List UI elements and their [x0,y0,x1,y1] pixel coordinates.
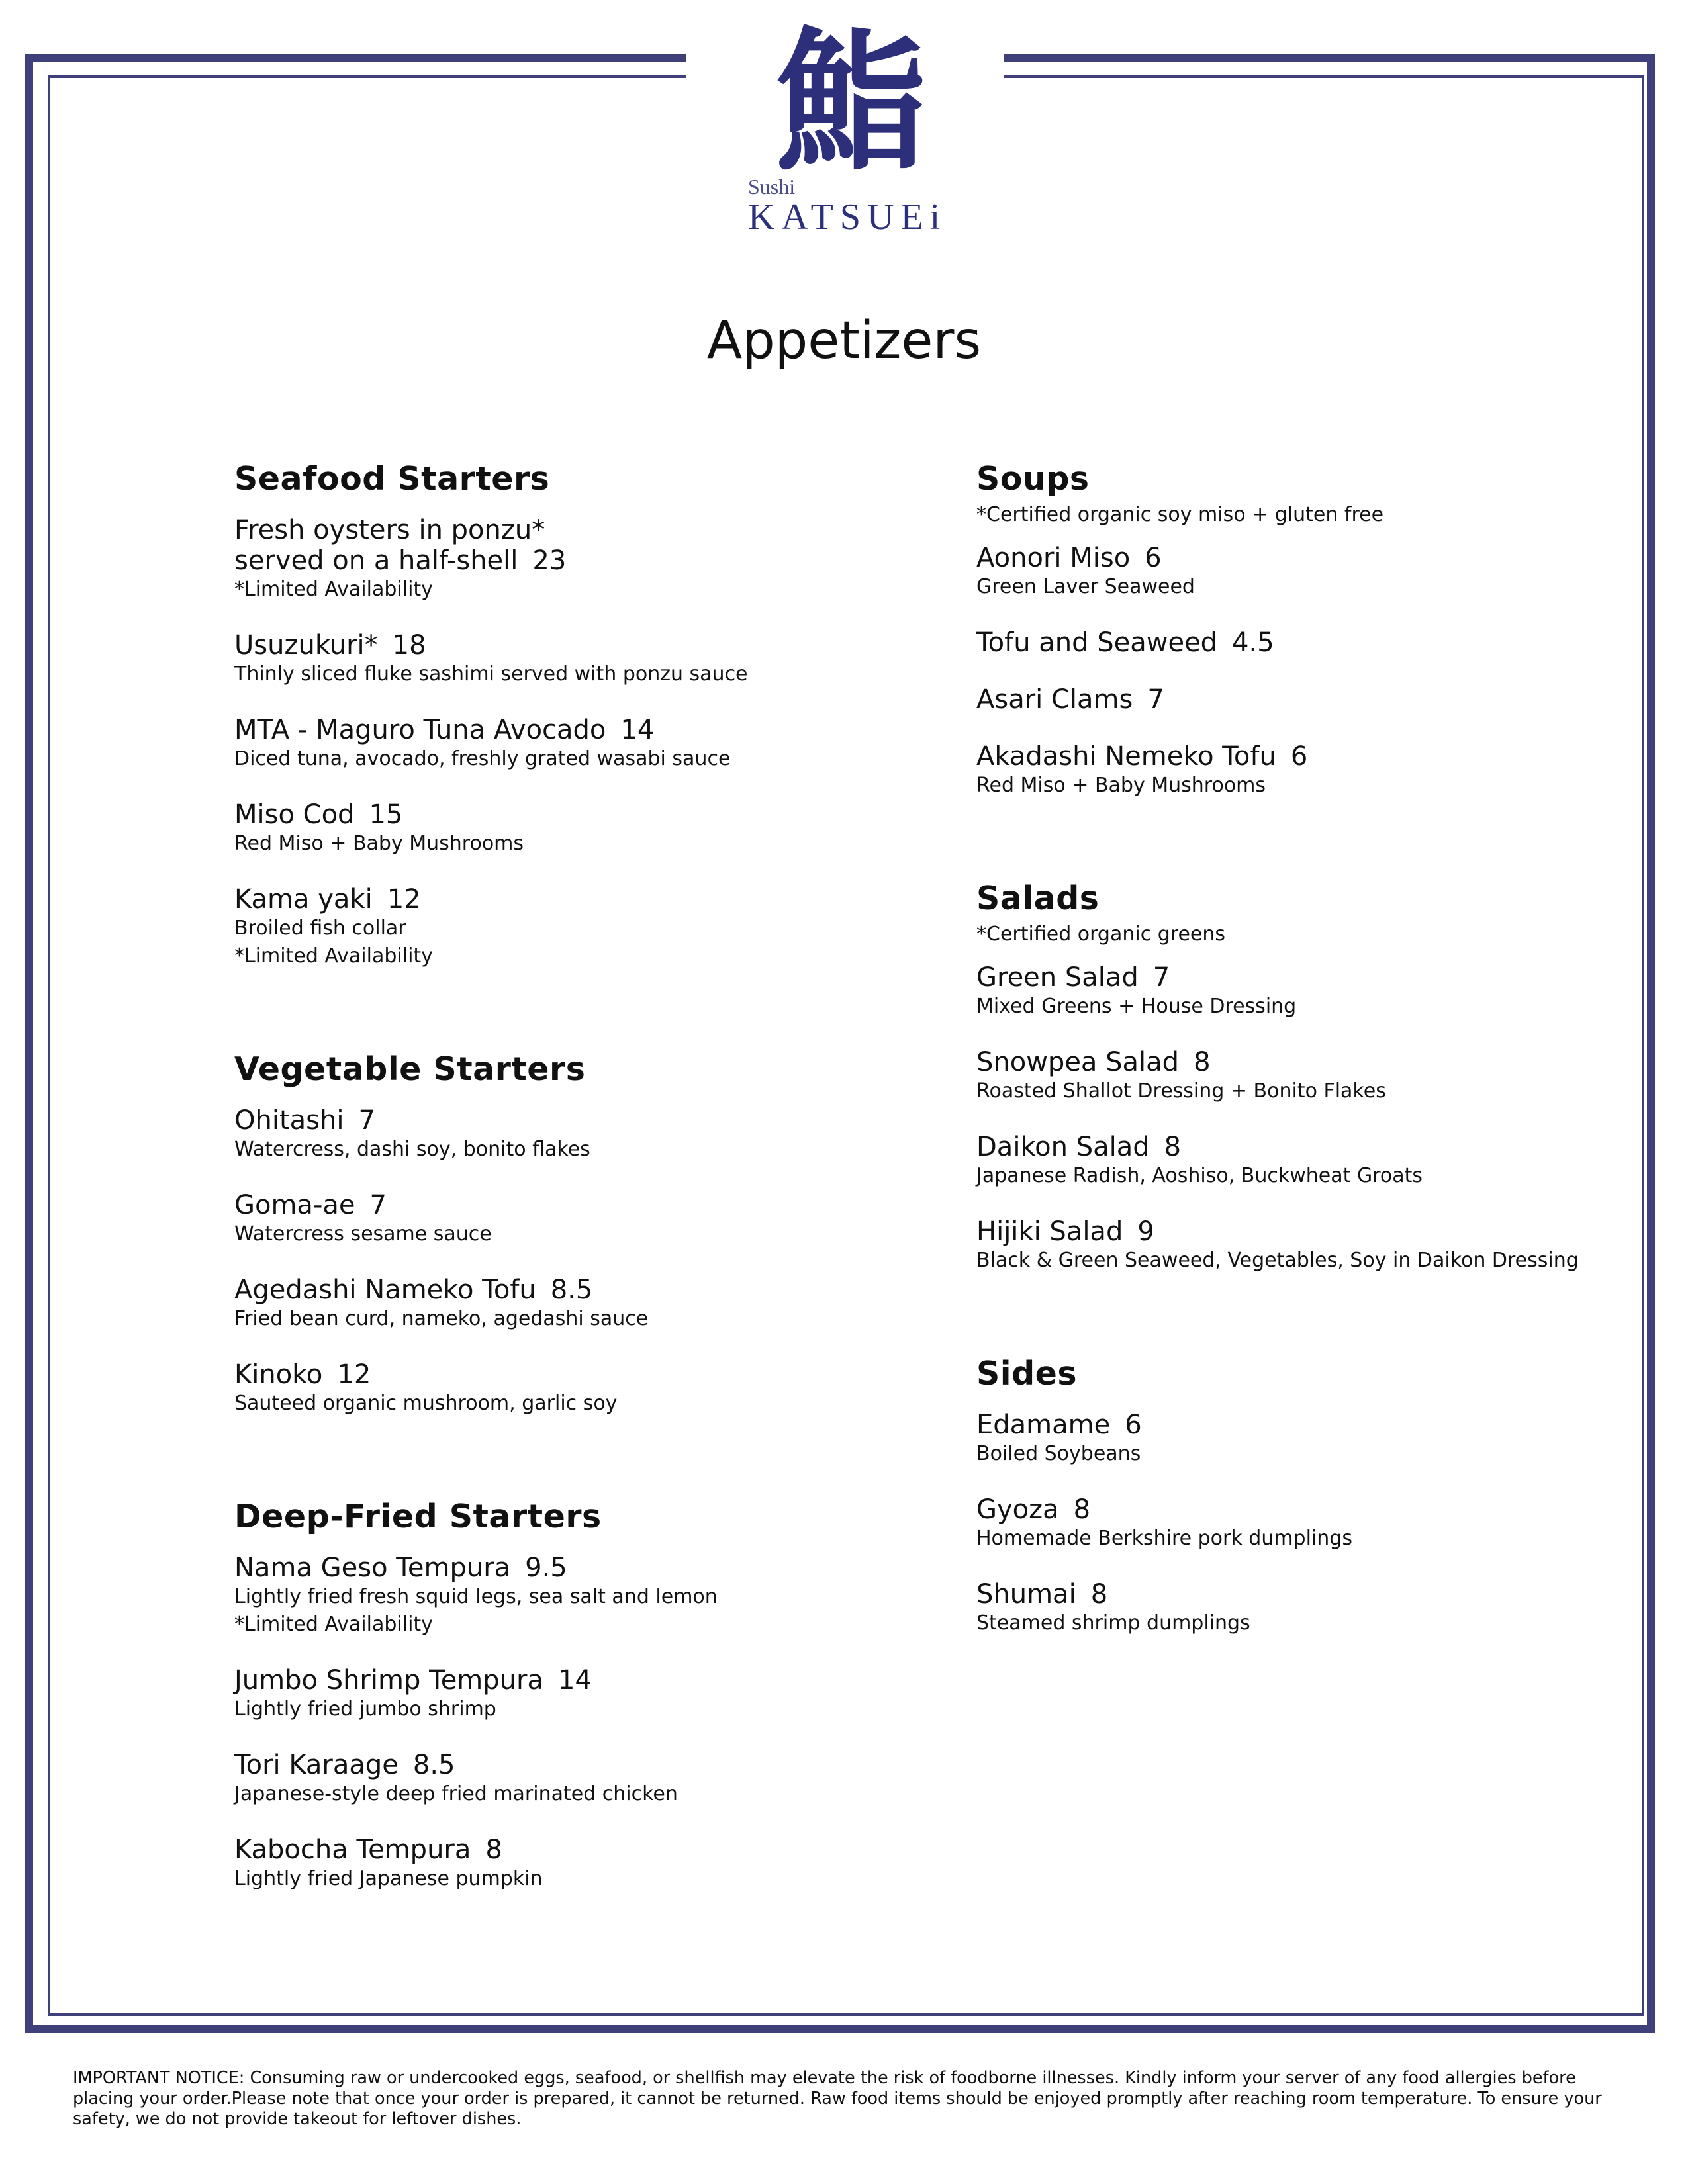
menu-item-heading [976,741,1638,772]
menu-item-heading [234,515,936,576]
menu-item-heading [976,1132,1638,1162]
menu-item-price: 8.5 [550,1275,593,1305]
menu-item [976,1216,1638,1275]
restaurant-logo [735,13,960,238]
menu-item [976,1047,1638,1105]
menu-item-description: Red Miso + Baby Mushrooms [234,832,524,855]
menu-item-heading [234,884,936,915]
menu-section [234,457,936,970]
menu-item-price: 15 [369,799,403,830]
section-note: *Certified organic soy miso + gluten free [976,503,1384,526]
menu-item-price: 4.5 [1232,627,1274,658]
section-note: *Certified organic greens [976,923,1226,946]
menu-item-price: 6 [1290,741,1308,772]
menu-item-heading [976,962,1638,993]
menu-item-description: Watercress sesame sauce [234,1222,492,1246]
menu-item-name: Jumbo Shrimp Tempura [234,1665,543,1696]
right-menu-column [976,457,1638,1714]
menu-item-description: Sauteed organic mushroom, garlic soy [234,1392,618,1415]
menu-item-price: 8 [1164,1132,1182,1162]
menu-item [976,1579,1638,1637]
menu-item-name: Asari Clams [976,684,1133,715]
menu-item-price: 18 [392,630,426,660]
menu-item-description: Watercress, dashi soy, bonito flakes [234,1138,590,1161]
menu-item-heading [234,1665,936,1696]
menu-item-price: 8 [1194,1047,1211,1077]
menu-item-description: Lightly fried fresh squid legs, sea salt and lemon [234,1585,718,1608]
menu-item [234,630,936,688]
logo-restaurant-name: KATSUEi [748,197,947,238]
section-title: Sides [976,1355,1078,1392]
left-menu-column [234,457,936,1970]
menu-item [234,1359,936,1418]
menu-item-description: Homemade Berkshire pork dumplings [976,1527,1352,1550]
notice-text: Consuming raw or undercooked eggs, seafood, or shellfish may elevate the risk of foodborne illnesses. Kindly inform your server of any food allergies before placing your order.Please note that once your order is prepared, it cannot be returned. Raw food items should be enjoyed promptly after reaching room temperature. To ensure your safety, we do not provide takeout for leftover dishes. [73,2068,1602,2129]
menu-item-name: Akadashi Nemeko Tofu [976,741,1276,772]
menu-section [976,457,1638,799]
menu-item-name: Fresh oysters in ponzu* served on a half-shell [234,515,545,576]
menu-item-price: 7 [369,1190,387,1220]
menu-item-name: Kama yaki [234,884,373,915]
menu-item-description: *Limited Availability [234,578,433,601]
menu-item-name: Hijiki Salad [976,1216,1123,1247]
menu-item-heading [976,1047,1638,1077]
section-title: Salads [976,880,1100,917]
menu-item-heading [234,1105,936,1136]
menu-item-name: Nama Geso Tempura [234,1553,511,1583]
section-title: Vegetable Starters [234,1050,586,1088]
menu-item-heading [976,1494,1638,1525]
menu-item-name: Tori Karaage [234,1750,399,1780]
menu-item-name: Usuzukuri* [234,630,378,660]
menu-item-name: Miso Cod [234,799,355,830]
menu-item-description: Japanese-style deep fried marinated chicken [234,1782,678,1805]
menu-item [234,1190,936,1248]
menu-item [234,884,936,970]
menu-item [976,627,1638,658]
menu-item [976,1410,1638,1468]
menu-item-heading [234,1359,936,1390]
menu-item [976,1132,1638,1190]
menu-item-price: 23 [532,545,567,576]
notice-label: IMPORTANT NOTICE: [73,2068,245,2088]
menu-item-price: 8 [1073,1494,1091,1525]
menu-section [976,876,1638,1275]
section-title: Soups [976,460,1090,498]
menu-item-price: 6 [1125,1410,1142,1440]
menu-item-heading [976,1410,1638,1440]
menu-item [234,1275,936,1333]
menu-item-name: Snowpea Salad [976,1047,1180,1077]
menu-item-price: 8 [485,1835,502,1865]
menu-item-price: 7 [358,1105,375,1136]
menu-item-description: Roasted Shallot Dressing + Bonito Flakes [976,1079,1386,1103]
menu-item-name: Kinoko [234,1359,323,1390]
menu-item-name: Goma-ae [234,1190,355,1220]
menu-item-description: *Limited Availability [234,944,433,968]
menu-item [234,1665,936,1723]
menu-item-name: Kabocha Tempura [234,1835,471,1865]
menu-item-name: MTA - Maguro Tuna Avocado [234,715,606,745]
menu-item-price: 7 [1152,962,1170,993]
menu-item-description: Lightly fried jumbo shrimp [234,1698,496,1721]
menu-item-name: Aonori Miso [976,543,1131,573]
menu-item-heading [976,1579,1638,1610]
menu-item [234,1553,936,1639]
menu-item-heading [234,1190,936,1220]
menu-item [976,741,1638,799]
menu-item-price: 6 [1145,543,1162,573]
menu-item [234,1105,936,1163]
menu-item-description: Steamed shrimp dumplings [976,1612,1250,1635]
menu-item-description: Green Laver Seaweed [976,575,1195,598]
menu-item [234,715,936,773]
menu-item-price: 8 [1090,1579,1108,1610]
page-title: Appetizers [706,311,982,371]
menu-item-heading [234,630,936,660]
menu-item-price: 9 [1137,1216,1154,1247]
menu-item [234,799,936,858]
menu-item-price: 12 [387,884,421,915]
section-title: Seafood Starters [234,460,550,498]
menu-item [976,962,1638,1021]
menu-item-price: 8.5 [412,1750,455,1780]
menu-item-heading [976,1216,1638,1247]
menu-item-price: 14 [557,1665,592,1696]
menu-item-heading [234,1275,936,1305]
menu-item-name: Green Salad [976,962,1139,993]
menu-item-name: Shumai [976,1579,1076,1610]
menu-item-description: Black & Green Seaweed, Vegetables, Soy in Daikon Dressing [976,1249,1579,1272]
menu-item [976,1494,1638,1553]
menu-item [234,1750,936,1808]
menu-item-heading [234,715,936,745]
menu-item-description: Red Miso + Baby Mushrooms [976,774,1266,797]
menu-item-heading [976,627,1638,658]
menu-item-price: 14 [620,715,655,745]
menu-item-name: Agedashi Nameko Tofu [234,1275,536,1305]
menu-item-description: Japanese Radish, Aoshiso, Buckwheat Groats [976,1164,1423,1187]
menu-item-description: *Limited Availability [234,1613,433,1636]
menu-item-description: Broiled fish collar [234,917,406,940]
menu-section [234,1047,936,1418]
menu-item-name: Edamame [976,1410,1111,1440]
menu-item-description: Mixed Greens + House Dressing [976,995,1297,1018]
logo-sushi-text: Sushi [748,175,796,199]
menu-item-heading [234,1553,936,1583]
menu-item-description: Diced tuna, avocado, freshly grated wasabi sauce [234,747,731,770]
menu-item-price: 12 [337,1359,371,1390]
menu-item [976,684,1638,715]
menu-item-heading [234,1750,936,1780]
menu-section [234,1494,936,1893]
menu-item-name: Tofu and Seaweed [976,627,1218,658]
logo-kanji: 鮨 [774,13,927,191]
menu-item-description: Lightly fried Japanese pumpkin [234,1867,543,1890]
menu-item-price: 7 [1147,684,1164,715]
menu-item-price: 9.5 [525,1553,567,1583]
menu-item-name: Daikon Salad [976,1132,1150,1162]
important-notice [73,2068,1622,2130]
menu-item-heading [976,543,1638,573]
menu-item-description: Thinly sliced fluke sashimi served with ponzu sauce [234,662,748,686]
menu-item-name: Gyoza [976,1494,1059,1525]
menu-item [234,1835,936,1893]
menu-item [234,515,936,604]
menu-item-description: Fried bean curd, nameko, agedashi sauce [234,1307,649,1330]
menu-item-heading [234,799,936,830]
menu-item-description: Boiled Soybeans [976,1442,1141,1465]
menu-item-heading [234,1835,936,1865]
menu-section [976,1351,1638,1637]
menu-item-name: Ohitashi [234,1105,344,1136]
menu-item [976,543,1638,601]
section-title: Deep-Fried Starters [234,1498,602,1535]
menu-item-heading [976,684,1638,715]
